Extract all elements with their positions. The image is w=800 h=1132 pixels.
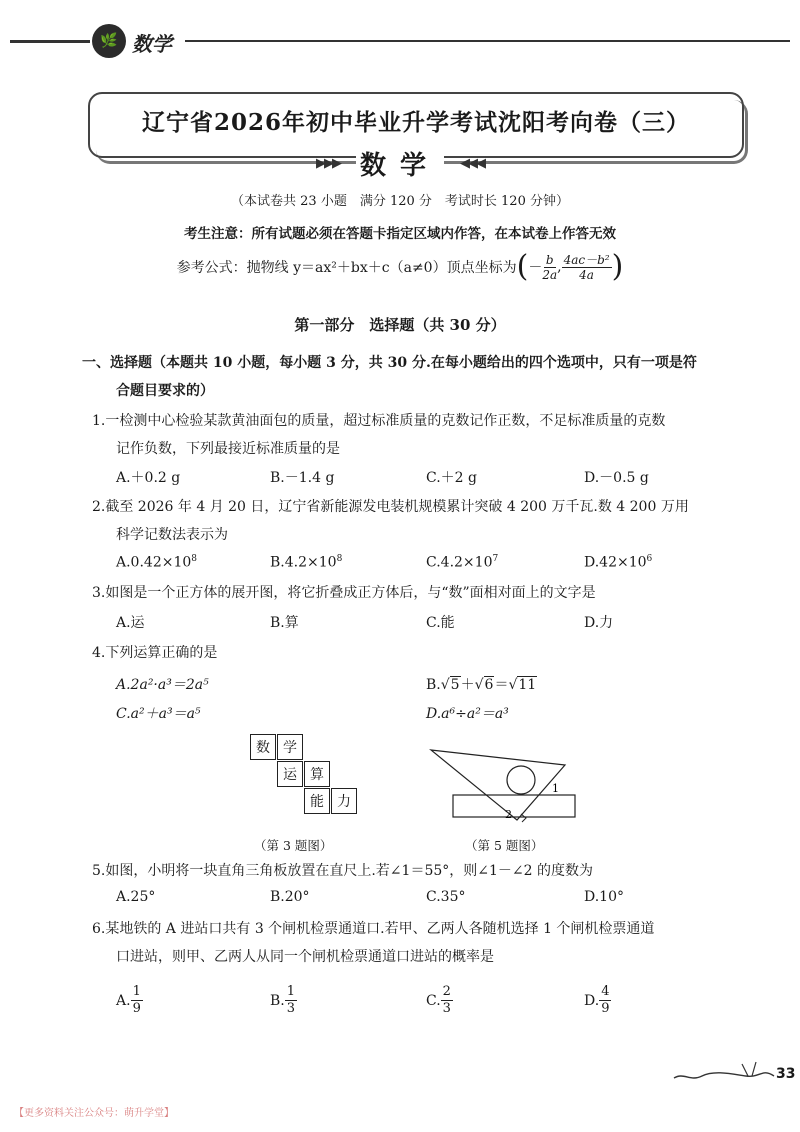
- subject-row: [0, 145, 800, 182]
- triangle-ruler-figure: [425, 740, 585, 830]
- q6-option-b: [270, 984, 297, 1017]
- fraction: [131, 984, 143, 1017]
- exponent: 7: [492, 554, 499, 564]
- q5-option-c: C.35°: [426, 889, 466, 905]
- q2-option-a: [116, 554, 197, 571]
- exam-title: 辽宁省2026年初中毕业升学考试沈阳考向卷（三）: [141, 109, 690, 136]
- question-2: 2.截至 2026 年 4 月 20 日，辽宁省新能源发电装机规模累计突破 4 200 万千瓦.数 4 200 万用: [92, 499, 689, 515]
- exponent: 6: [646, 554, 653, 564]
- section-heading: 一、选择题（本题共 10 小题，每小题 3 分，共 30 分.在每小题给出的四个选项中，只有一项是符: [82, 355, 697, 371]
- q5-option-b: B.20°: [270, 889, 310, 905]
- q6-option-c: [426, 984, 453, 1017]
- q4-option-d: D.a⁶÷a²＝a³: [426, 706, 509, 722]
- q1-option-c: C.＋2 g: [426, 470, 477, 486]
- fraction-numerator: 4: [601, 984, 610, 999]
- exam-notice: 考生注意：所有试题必须在答题卡指定区域内作答，在本试卷上作答无效: [184, 226, 616, 242]
- q2-option-b: [270, 554, 342, 571]
- radicand: 6: [484, 677, 494, 693]
- exponent: 8: [336, 554, 343, 564]
- minus-sign: －: [528, 260, 543, 276]
- ruler: [453, 795, 575, 817]
- right-triangle: [431, 750, 565, 820]
- vertex-y-fraction: [562, 253, 612, 282]
- right-angle-mark: [521, 814, 526, 822]
- q2-option-d: [584, 554, 652, 571]
- fraction-denominator: 3: [442, 1001, 451, 1016]
- part-title: 第一部分 选择题（共 30 分）: [294, 316, 506, 334]
- arrows-right-icon: ▶▶▶: [315, 156, 340, 171]
- option-label: C.: [426, 992, 441, 1009]
- q5-option-d: D.10°: [584, 889, 624, 905]
- question-6-cont: 口进站，则甲、乙两人从同一个闸机检票通道口进站的概率是: [116, 949, 494, 965]
- radicand: 11: [518, 677, 537, 693]
- fraction-denominator: 4a: [579, 267, 594, 282]
- q6-option-a: [116, 984, 143, 1017]
- fraction-numerator: 1: [132, 984, 141, 999]
- question-6: 6.某地铁的 A 进站口共有 3 个闸机检票通道口.若甲、乙两人各随机选择 1 个闸机检票通道: [92, 921, 655, 937]
- option-label: D.: [584, 992, 600, 1009]
- fraction: [285, 984, 297, 1017]
- angle-2-label: 2: [505, 808, 512, 821]
- option-text: B.4.2×10: [270, 554, 337, 571]
- q1-option-b: B.－1.4 g: [270, 470, 335, 486]
- comma: ,: [557, 259, 562, 275]
- fraction-denominator: 3: [286, 1001, 296, 1016]
- header-rule: [10, 40, 90, 43]
- footer-wave-decoration: [672, 1058, 776, 1084]
- equals-sign: ＝: [494, 677, 509, 693]
- exponent: 8: [191, 554, 198, 564]
- paren-close: ): [611, 249, 624, 284]
- paren-open: (: [516, 249, 529, 284]
- q4-option-b: B.√5＋√6＝√11: [426, 677, 537, 693]
- fraction-denominator: 9: [601, 1001, 610, 1016]
- page-number: 33: [776, 1066, 796, 1082]
- net-cell: 运: [277, 761, 303, 787]
- fraction-numerator: b: [545, 252, 554, 267]
- plus-sign: ＋: [460, 677, 475, 693]
- arrows-left-icon: ◀◀◀: [460, 156, 484, 171]
- net-cell: 数: [250, 734, 276, 760]
- q4-option-c: C.a²＋a³＝a⁵: [116, 706, 201, 722]
- q6-option-d: [584, 984, 611, 1017]
- option-text: D.42×10: [584, 554, 647, 571]
- q3-option-a: A.运: [116, 615, 145, 631]
- section-heading-cont: 合题目要求的）: [116, 383, 214, 399]
- q1-option-d: D.－0.5 g: [584, 470, 649, 486]
- question-1-cont: 记作负数，下列最接近标准质量的是: [116, 441, 340, 457]
- q3-option-b: B.算: [270, 615, 299, 631]
- option-text: A.0.42×10: [116, 554, 192, 571]
- fraction-numerator: 4ac－b²: [563, 252, 610, 267]
- vertex-x-fraction: [542, 253, 557, 282]
- subject-logo-icon: 🌿: [92, 24, 126, 58]
- fraction-denominator: 2a: [542, 267, 558, 282]
- figure-5-caption: （第 5 题图）: [465, 838, 544, 853]
- option-label: B.: [426, 677, 441, 693]
- net-cell: 算: [304, 761, 330, 787]
- radicand: 5: [450, 677, 460, 693]
- q4-option-a: A.2a²·a³＝2a⁵: [116, 677, 209, 693]
- question-3: 3.如图是一个正方体的展开图，将它折叠成正方体后，与“数”面相对面上的文字是: [92, 585, 596, 601]
- footer-note: 【更多资料关注公众号：萌升学堂】: [14, 1108, 174, 1119]
- q1-option-a: A.＋0.2 g: [116, 470, 181, 486]
- figure-3-caption: （第 3 题图）: [254, 838, 333, 853]
- q3-option-d: D.力: [584, 615, 614, 631]
- net-cell: 学: [277, 734, 303, 760]
- q5-option-a: A.25°: [116, 889, 156, 905]
- option-label: A.: [116, 992, 131, 1009]
- option-label: B.: [270, 992, 285, 1009]
- angle-1-label: 1: [552, 782, 559, 795]
- formula-prefix: 参考公式：抛物线 y＝ax²＋bx＋c（a≠0）顶点坐标为: [176, 260, 517, 276]
- option-text: C.4.2×10: [426, 554, 493, 571]
- header-rule: [185, 40, 790, 42]
- question-5: 5.如图，小明将一块直角三角板放置在直尺上.若∠1＝55°，则∠1－∠2 的度数为: [92, 863, 593, 879]
- question-2-cont: 科学记数法表示为: [116, 527, 228, 543]
- subject-title: 数学: [356, 145, 444, 182]
- net-cell: 力: [331, 788, 357, 814]
- q2-option-c: [426, 554, 498, 571]
- fraction: [599, 984, 611, 1017]
- question-4: 4.下列运算正确的是: [92, 645, 218, 661]
- q3-option-c: C.能: [426, 615, 455, 631]
- net-cell: 能: [304, 788, 330, 814]
- exam-info: （本试卷共 23 小题 满分 120 分 考试时长 120 分钟）: [231, 194, 569, 209]
- cube-net-figure: [250, 734, 360, 820]
- header-subject: 数学: [132, 32, 172, 56]
- fraction: [441, 984, 453, 1017]
- fraction-numerator: 1: [286, 984, 296, 999]
- reference-formula: [0, 249, 800, 284]
- triangle-hole: [507, 766, 535, 794]
- fraction-numerator: 2: [442, 984, 451, 999]
- question-1: 1.一检测中心检验某款黄油面包的质量，超过标准质量的克数记作正数，不足标准质量的克数: [92, 413, 666, 429]
- fraction-denominator: 9: [132, 1001, 141, 1016]
